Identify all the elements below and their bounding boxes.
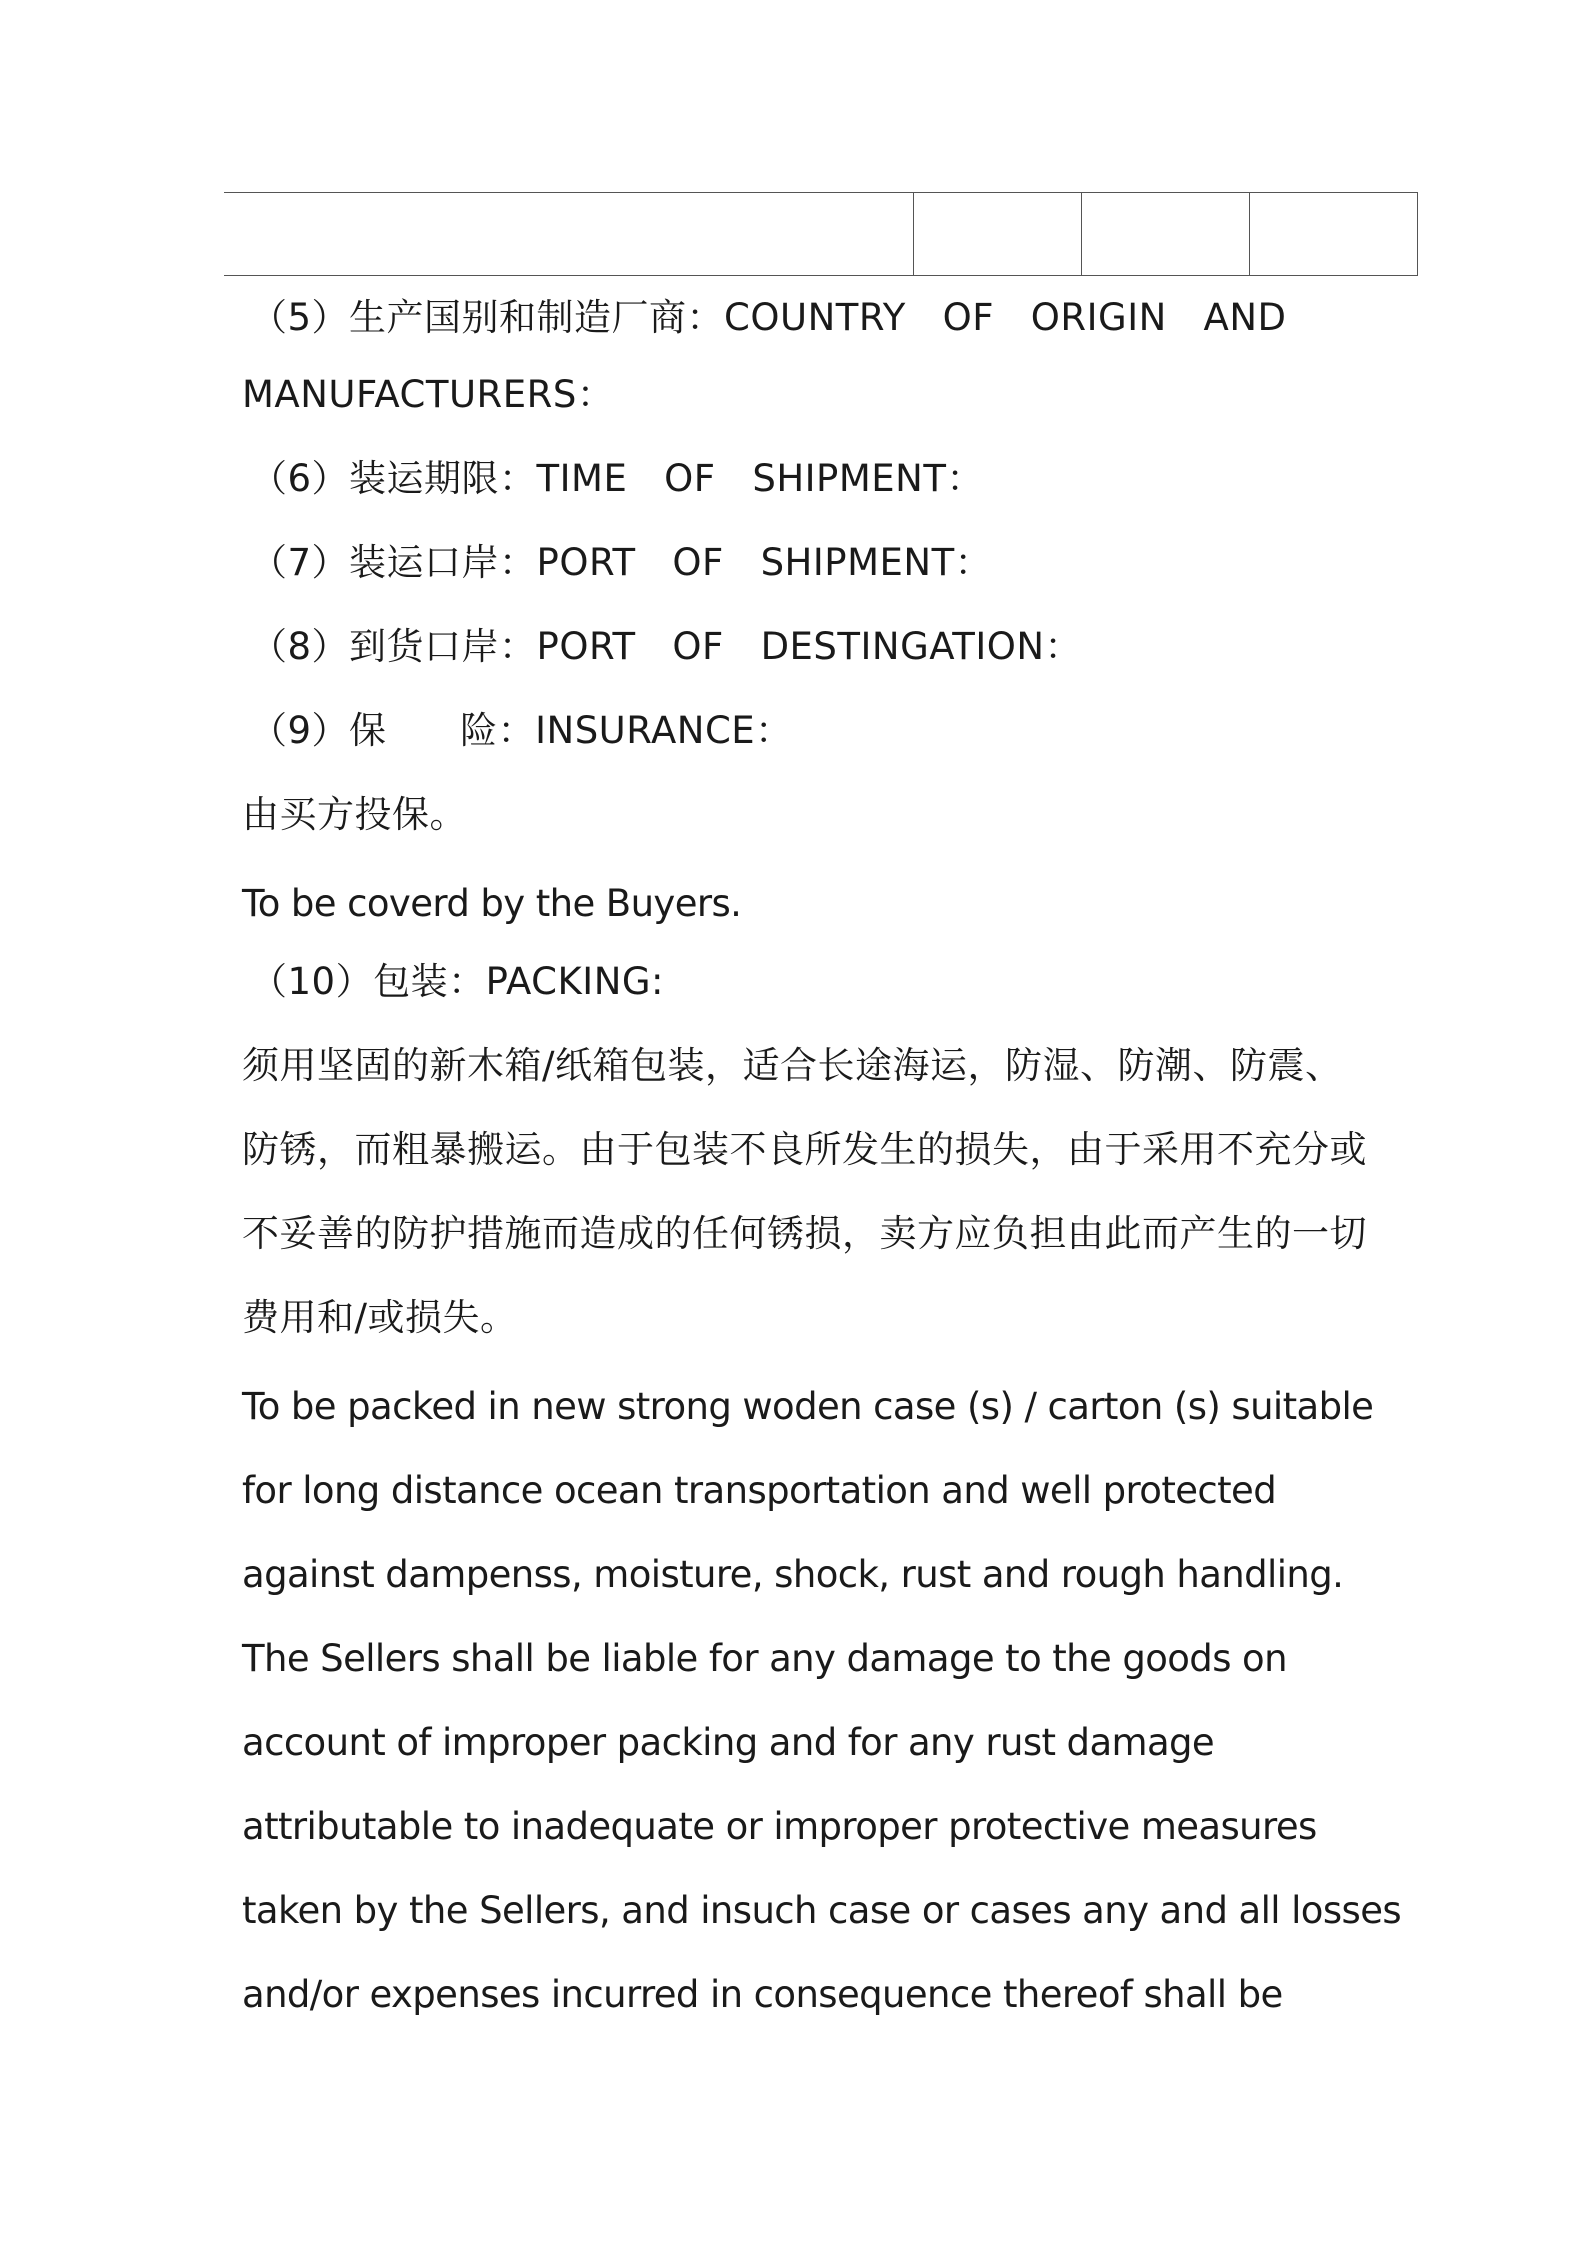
- goods-table-fragment: [224, 192, 1418, 276]
- clause-8-heading: （8）到货口岸：PORT OF DESTINGATION：: [250, 625, 1083, 668]
- packing-text-en-line: against dampenss, moisture, shock, rust and rough handling.: [242, 1553, 1344, 1596]
- insurance-text-en: To be coverd by the Buyers.: [242, 882, 742, 925]
- table-cell: [1250, 193, 1418, 276]
- clause-10-heading: （10）包装：PACKING:: [250, 960, 665, 1003]
- clause-5-heading: （5）生产国别和制造厂商：COUNTRY OF ORIGIN AND: [250, 296, 1287, 339]
- table-cell: [914, 193, 1082, 276]
- packing-text-zh-line: 费用和/或损失。: [242, 1296, 518, 1339]
- packing-text-zh-line: 不妥善的防护措施而造成的任何锈损，卖方应负担由此而产生的一切: [242, 1212, 1367, 1255]
- table-row: [224, 193, 1418, 276]
- clause-7-heading: （7）装运口岸：PORT OF SHIPMENT：: [250, 541, 993, 584]
- packing-text-en-line: To be packed in new strong woden case (s) / carton (s) suitable: [242, 1385, 1374, 1428]
- packing-text-zh-line: 须用坚固的新木箱/纸箱包装，适合长途海运，防湿、防潮、防震、: [242, 1044, 1343, 1087]
- packing-text-en-line: taken by the Sellers, and insuch case or cases any and all losses: [242, 1889, 1402, 1932]
- packing-text-en-line: attributable to inadequate or improper protective measures: [242, 1805, 1317, 1848]
- packing-text-en-line: account of improper packing and for any rust damage: [242, 1721, 1215, 1764]
- packing-text-en-line: The Sellers shall be liable for any damage to the goods on: [242, 1637, 1287, 1680]
- clause-9-heading: （9）保 险：INSURANCE：: [250, 709, 793, 752]
- packing-text-zh-line: 防锈，而粗暴搬运。由于包装不良所发生的损失，由于采用不充分或: [242, 1128, 1367, 1171]
- table-cell: [1082, 193, 1250, 276]
- insurance-text-zh: 由买方投保。: [242, 793, 467, 836]
- packing-text-en-line: and/or expenses incurred in consequence thereof shall be: [242, 1973, 1283, 2016]
- clause-6-heading: （6）装运期限：TIME OF SHIPMENT：: [250, 457, 984, 500]
- clause-5-continuation: MANUFACTURERS：: [242, 373, 615, 416]
- table-cell: [224, 193, 914, 276]
- packing-text-en-line: for long distance ocean transportation and well protected: [242, 1469, 1277, 1512]
